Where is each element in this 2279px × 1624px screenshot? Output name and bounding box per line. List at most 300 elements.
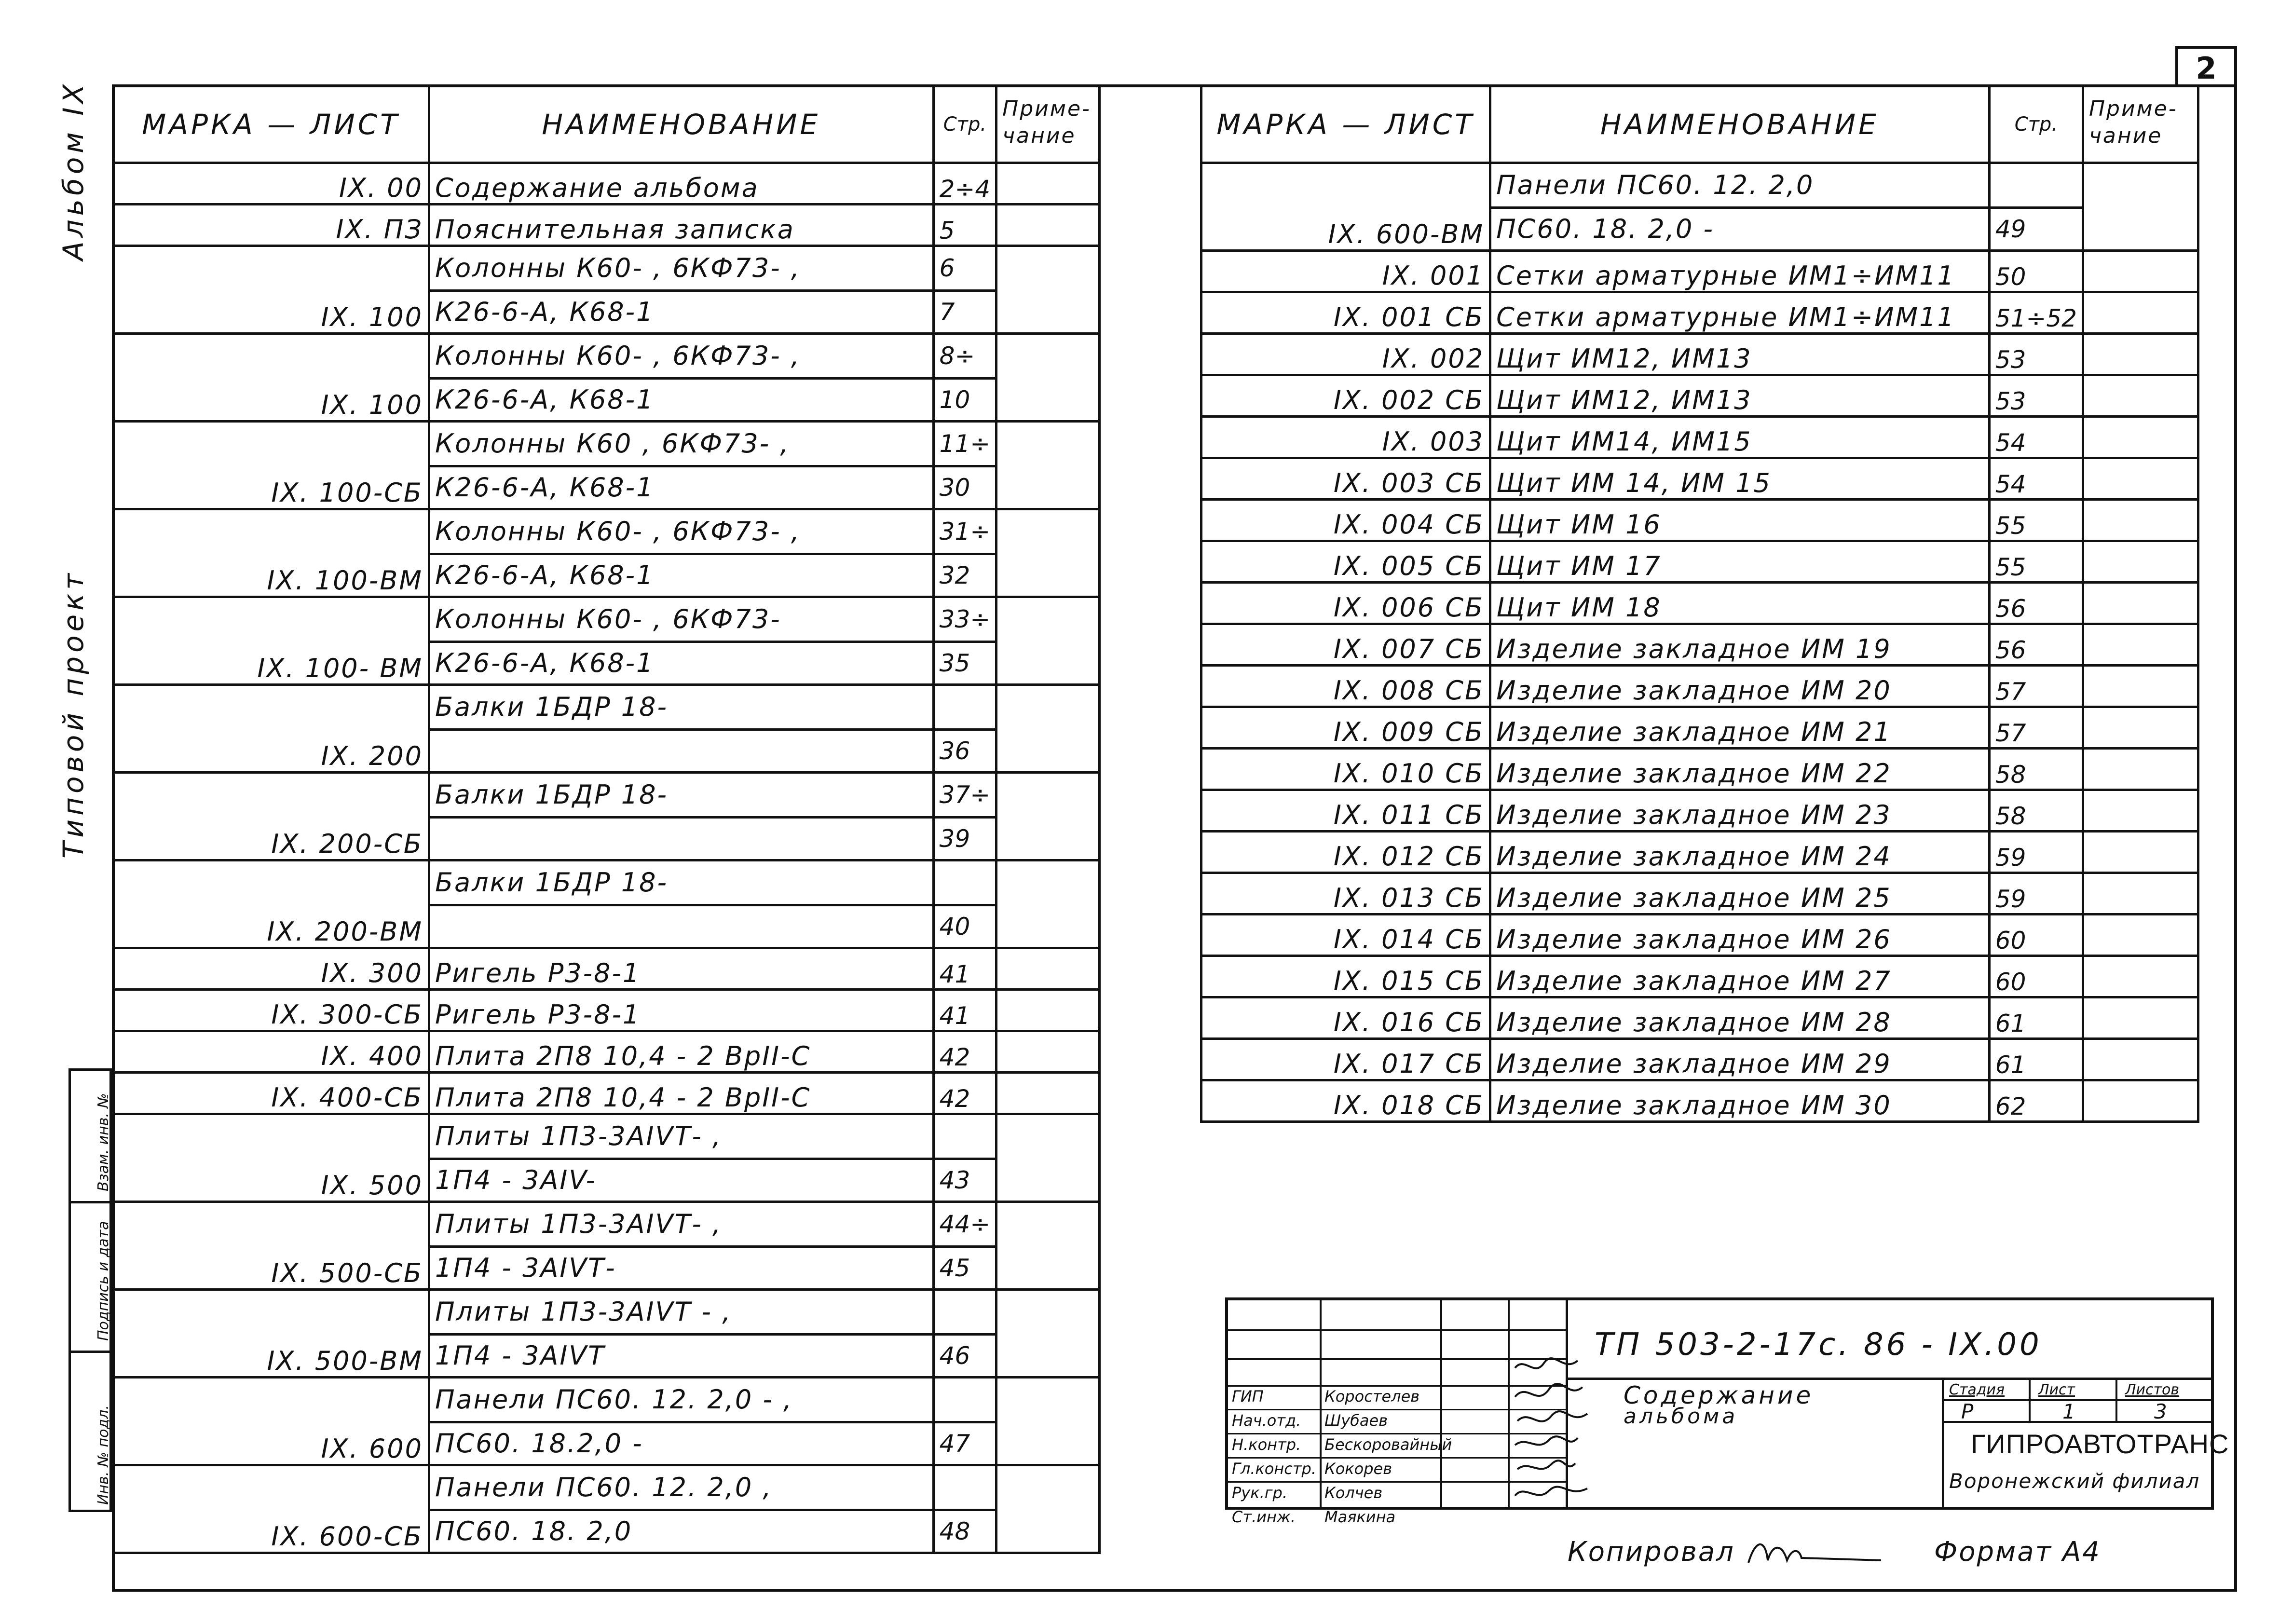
side-stamp-divider: [71, 1201, 109, 1203]
row-page: 57: [1989, 666, 2083, 707]
table-row: [113, 246, 1100, 334]
staff-role: Н.контр.: [1232, 1435, 1301, 1454]
table-row: [1201, 583, 2198, 624]
row-name-line2: 1П4 - 3АIVТ-: [430, 1245, 932, 1288]
row-name-line1: Балки 1БДР 18-: [435, 867, 668, 898]
row-page: 60: [1989, 956, 2083, 997]
row-note: [996, 334, 1100, 422]
row-page: 5: [933, 205, 996, 246]
row-name-line1: Плиты 1П3-3АIVТ- ,: [435, 1121, 723, 1151]
table-header: [1201, 86, 2198, 163]
row-note: [996, 1290, 1100, 1378]
row-note: [2083, 1080, 2198, 1122]
row-code: IX. 013 СБ: [1201, 873, 1490, 914]
row-page-line2: 7: [935, 289, 996, 332]
table-row: [113, 422, 1100, 509]
row-name: [429, 1465, 933, 1553]
copier-signature: [1746, 1534, 1886, 1572]
row-name: Пояснительная записка: [429, 205, 933, 246]
row-name: [429, 1290, 933, 1378]
row-code: IX. 014 СБ: [1201, 914, 1490, 956]
row-note: [2083, 458, 2198, 500]
table-row: [1201, 1080, 2198, 1122]
row-name: Щит ИМ12, ИМ13: [1490, 375, 1990, 417]
row-page-line2: 32: [935, 553, 996, 596]
side-stamp: [68, 1068, 112, 1512]
table-row: [113, 163, 1100, 205]
row-name-line2: ПС60. 18. 2,0: [430, 1509, 932, 1552]
table-row: [113, 1073, 1100, 1114]
format-label: Формат А4: [1934, 1536, 2101, 1568]
row-note: [996, 1378, 1100, 1465]
row-name: Щит ИМ 18: [1490, 583, 1990, 624]
row-note: [2083, 292, 2198, 334]
row-name: Изделие закладное ИМ 26: [1490, 914, 1990, 956]
row-name: Плита 2П8 10,4 - 2 ВрII-С: [429, 1031, 933, 1073]
row-page-line1: 44÷: [939, 1210, 991, 1238]
row-page: [1989, 163, 2083, 251]
row-name: Щит ИМ12, ИМ13: [1490, 334, 1990, 375]
row-code: IX. 600-СБ: [113, 1465, 429, 1553]
row-code: IX. 200-ВМ: [113, 860, 429, 948]
row-name: Изделие закладное ИМ 20: [1490, 666, 1990, 707]
row-code: IX. 200: [113, 685, 429, 773]
row-note: [996, 1031, 1100, 1073]
row-page: 42: [933, 1031, 996, 1073]
table-row: [113, 205, 1100, 246]
row-code: IX. 100-ВМ: [113, 509, 429, 597]
row-page: 50: [1989, 251, 2083, 292]
staff-name: Коростелев: [1324, 1387, 1420, 1406]
row-name-line1: Панели ПС60. 12. 2,0: [1496, 170, 1815, 200]
row-name-line1: Колонны К60- , 6КФ73- ,: [435, 253, 801, 283]
document-title-line1: Содержание: [1624, 1381, 1814, 1409]
row-code: IX. 009 СБ: [1201, 707, 1490, 749]
row-page: 58: [1989, 749, 2083, 790]
row-name-line2: [430, 904, 932, 947]
row-code: IX. 00: [113, 163, 429, 205]
row-name-line1: Плиты 1П3-3АIVТ- ,: [435, 1209, 723, 1239]
row-page: 60: [1989, 914, 2083, 956]
row-note: [2083, 914, 2198, 956]
row-name-line1: Колонны К60 , 6КФ73- ,: [435, 428, 790, 459]
row-name-line1: Панели ПС60. 12. 2,0 ,: [435, 1472, 773, 1502]
row-code: IX. 016 СБ: [1201, 997, 1490, 1039]
row-name-line2: [430, 816, 932, 859]
row-name-line2: К26-6-А, К68-1: [430, 553, 932, 596]
row-page: 56: [1989, 583, 2083, 624]
row-code: IX. 017 СБ: [1201, 1039, 1490, 1080]
staff-role: Ст.инж.: [1232, 1508, 1296, 1526]
row-note: [996, 990, 1100, 1031]
row-page-line2: 46: [935, 1333, 996, 1376]
row-page: 41: [933, 990, 996, 1031]
row-name: Изделие закладное ИМ 27: [1490, 956, 1990, 997]
sheets-value: 3: [2154, 1400, 2167, 1423]
row-code: IX. 002 СБ: [1201, 375, 1490, 417]
row-note: [996, 509, 1100, 597]
row-name-line2: К26-6-А, К68-1: [430, 377, 932, 420]
row-code: IX. 100: [113, 334, 429, 422]
table-row: [113, 948, 1100, 990]
row-page-line2: 36: [935, 728, 996, 771]
row-page: [933, 509, 996, 597]
row-note: [2083, 666, 2198, 707]
table-header: [113, 86, 1100, 163]
row-note: [2083, 832, 2198, 873]
row-code: IX. 600: [113, 1378, 429, 1465]
row-note: [996, 685, 1100, 773]
row-name: Изделие закладное ИМ 29: [1490, 1039, 1990, 1080]
row-name: Плита 2П8 10,4 - 2 ВрII-С: [429, 1073, 933, 1114]
row-page-line2: 49: [1991, 206, 2082, 249]
row-page: 53: [1989, 375, 2083, 417]
row-page: [933, 1378, 996, 1465]
sheet-label: Лист: [2038, 1381, 2075, 1398]
row-page: 61: [1989, 997, 2083, 1039]
row-name: Щит ИМ 17: [1490, 541, 1990, 583]
row-code: IX. 001: [1201, 251, 1490, 292]
row-note: [996, 1114, 1100, 1202]
row-note: [2083, 1039, 2198, 1080]
row-name-line2: 1П4 - 3АIV-: [430, 1158, 932, 1201]
row-name-line1: Балки 1БДР 18-: [435, 692, 668, 722]
table-row: [113, 1378, 1100, 1465]
row-note: [2083, 997, 2198, 1039]
row-name-line2: 1П4 - 3АIVТ: [430, 1333, 932, 1376]
row-code: IX. 010 СБ: [1201, 749, 1490, 790]
table-row: [1201, 666, 2198, 707]
side-stamp-divider: [71, 1351, 109, 1353]
row-note: [2083, 873, 2198, 914]
header-name: НАИМЕНОВАНИЕ: [429, 86, 933, 163]
row-name: [429, 1114, 933, 1202]
row-name: [429, 334, 933, 422]
row-note: [996, 773, 1100, 860]
stage-value: Р: [1961, 1400, 1974, 1423]
header-name: НАИМЕНОВАНИЕ: [1490, 86, 1990, 163]
contents-table-left: [112, 84, 1101, 1554]
table-row: [1201, 707, 2198, 749]
row-page-line1: [940, 1115, 991, 1158]
organization-branch: Воронежский филиал: [1949, 1469, 2200, 1493]
row-page: 51÷52: [1989, 292, 2083, 334]
row-note: [996, 1073, 1100, 1114]
staff-name: Колчев: [1324, 1484, 1383, 1502]
row-note: [2083, 375, 2198, 417]
row-code: IX. 002: [1201, 334, 1490, 375]
row-page: [933, 1202, 996, 1290]
row-page-line2: 45: [935, 1245, 996, 1288]
row-note: [2083, 163, 2198, 251]
row-name: Изделие закладное ИМ 19: [1490, 624, 1990, 666]
row-note: [2083, 334, 2198, 375]
row-name: Изделие закладное ИМ 25: [1490, 873, 1990, 914]
row-name: [429, 597, 933, 685]
row-code: IX. 200-СБ: [113, 773, 429, 860]
row-note: [996, 246, 1100, 334]
row-name: [429, 509, 933, 597]
row-page-line2: 47: [935, 1421, 996, 1464]
row-note: [2083, 251, 2198, 292]
row-name: Изделие закладное ИМ 21: [1490, 707, 1990, 749]
row-page: 59: [1989, 832, 2083, 873]
row-page-line1: [940, 1291, 991, 1333]
table-row: [113, 509, 1100, 597]
row-code: IX. 003: [1201, 417, 1490, 458]
row-name: Ригель Р3-8-1: [429, 990, 933, 1031]
table-row: [1201, 873, 2198, 914]
row-name: [429, 860, 933, 948]
table-row: [1201, 500, 2198, 541]
row-name-line2: ПС60. 18.2,0 -: [430, 1421, 932, 1464]
row-page: [933, 685, 996, 773]
row-page-line1: [940, 1466, 991, 1509]
row-note: [2083, 500, 2198, 541]
row-page-line1: [940, 1378, 991, 1421]
row-page: [933, 246, 996, 334]
row-page-line2: 10: [935, 377, 996, 420]
row-name: [1490, 163, 1990, 251]
table-row: [1201, 375, 2198, 417]
table-row: [113, 597, 1100, 685]
staff-role: Гл.констр.: [1232, 1460, 1316, 1478]
row-code: IX. 100- ВМ: [113, 597, 429, 685]
table-row: [1201, 790, 2198, 832]
row-code: IX. 011 СБ: [1201, 790, 1490, 832]
row-note: [996, 597, 1100, 685]
table-row: [1201, 749, 2198, 790]
row-note: [2083, 707, 2198, 749]
row-page: [933, 1114, 996, 1202]
table-row: [1201, 163, 2198, 251]
row-code: IX. 400-СБ: [113, 1073, 429, 1114]
row-name-line2: ПС60. 18. 2,0 -: [1491, 206, 1988, 249]
header-mark: МАРКА — ЛИСТ: [113, 86, 429, 163]
row-name: Содержание альбома: [429, 163, 933, 205]
row-page-line1: 11÷: [939, 430, 991, 458]
row-note: [996, 422, 1100, 509]
organization-name: ГИПРОАВТОТРАНС: [1971, 1429, 2229, 1459]
row-name: Щит ИМ 16: [1490, 500, 1990, 541]
row-name-line2: К26-6-А, К68-1: [430, 289, 932, 332]
row-code: IX. 003 СБ: [1201, 458, 1490, 500]
row-name-line1: Колонны К60- , 6КФ73- ,: [435, 516, 801, 546]
header-page: Стр.: [1989, 86, 2083, 163]
row-code: IX. 500: [113, 1114, 429, 1202]
row-page-line1: 8÷: [939, 342, 975, 370]
staff-name: Кокорев: [1324, 1460, 1392, 1478]
table-row: [113, 773, 1100, 860]
row-page: [933, 597, 996, 685]
album-label: Альбом IX: [57, 80, 90, 260]
table-row: [1201, 997, 2198, 1039]
row-page: [933, 773, 996, 860]
table-row: [113, 1465, 1100, 1553]
row-name: [429, 246, 933, 334]
row-code: IX. 300: [113, 948, 429, 990]
row-page-line1: [1995, 164, 2077, 206]
row-name: [429, 1202, 933, 1290]
table-row: [1201, 417, 2198, 458]
table-row: [1201, 914, 2198, 956]
title-block: [1225, 1297, 2229, 1526]
side-stamp-label: Взам. инв. №: [95, 1093, 112, 1191]
row-page: 59: [1989, 873, 2083, 914]
row-name: Изделие закладное ИМ 22: [1490, 749, 1990, 790]
document-title-line2: альбома: [1624, 1404, 1738, 1429]
row-note: [2083, 417, 2198, 458]
row-page-line2: 39: [935, 816, 996, 859]
row-name-line2: К26-6-А, К68-1: [430, 641, 932, 683]
table-row: [1201, 458, 2198, 500]
row-page: 53: [1989, 334, 2083, 375]
sheets-label: Листов: [2125, 1381, 2180, 1398]
row-name: Изделие закладное ИМ 30: [1490, 1080, 1990, 1122]
row-page-line1: [940, 686, 991, 728]
row-name-line1: Панели ПС60. 12. 2,0 - ,: [435, 1384, 793, 1415]
row-note: [996, 948, 1100, 990]
designation: ТП 503-2-17с. 86 - IX.00: [1595, 1327, 2042, 1363]
table-row: [1201, 292, 2198, 334]
table-row: [113, 1031, 1100, 1073]
row-name-line1: Колонны К60- , 6КФ73-: [435, 604, 781, 634]
row-code: IX. ПЗ: [113, 205, 429, 246]
table-row: [1201, 334, 2198, 375]
table-row: [113, 685, 1100, 773]
row-name-line1: Балки 1БДР 18-: [435, 779, 668, 810]
table-row: [1201, 541, 2198, 583]
row-page: [933, 1290, 996, 1378]
table-row: [113, 990, 1100, 1031]
row-page-line2: 35: [935, 641, 996, 683]
page-number: 2: [2175, 46, 2237, 87]
row-code: IX. 100-СБ: [113, 422, 429, 509]
contents-body-left: [113, 163, 1100, 1553]
row-note: [996, 1202, 1100, 1290]
row-page: 55: [1989, 500, 2083, 541]
row-note: [996, 205, 1100, 246]
header-mark: МАРКА — ЛИСТ: [1201, 86, 1490, 163]
row-note: [2083, 541, 2198, 583]
row-name: [429, 773, 933, 860]
table-row: [1201, 251, 2198, 292]
header-note: Приме- чание: [996, 86, 1100, 163]
row-page-line1: 33÷: [939, 605, 991, 633]
sheet-value: 1: [2062, 1400, 2075, 1423]
row-page: [933, 860, 996, 948]
row-code: IX. 004 СБ: [1201, 500, 1490, 541]
row-note: [2083, 749, 2198, 790]
row-code: IX. 018 СБ: [1201, 1080, 1490, 1122]
row-page: 56: [1989, 624, 2083, 666]
row-page: [933, 334, 996, 422]
row-note: [996, 860, 1100, 948]
table-row: [1201, 1039, 2198, 1080]
row-name: Ригель Р3-8-1: [429, 948, 933, 990]
row-code: IX. 400: [113, 1031, 429, 1073]
row-code: IX. 100: [113, 246, 429, 334]
row-note: [2083, 790, 2198, 832]
row-page: 57: [1989, 707, 2083, 749]
row-page: 2÷4: [933, 163, 996, 205]
staff-role: ГИП: [1232, 1387, 1264, 1406]
staff-name: Маякина: [1324, 1508, 1396, 1526]
row-page-line2: 40: [935, 904, 996, 947]
row-code: IX. 008 СБ: [1201, 666, 1490, 707]
row-name: Сетки арматурные ИМ1÷ИМ11: [1490, 292, 1990, 334]
row-name: Сетки арматурные ИМ1÷ИМ11: [1490, 251, 1990, 292]
table-row: [113, 860, 1100, 948]
table-row: [1201, 956, 2198, 997]
row-code: IX. 012 СБ: [1201, 832, 1490, 873]
row-name: [429, 422, 933, 509]
row-page: 54: [1989, 417, 2083, 458]
row-name: [429, 1378, 933, 1465]
row-code: IX. 600-ВМ: [1201, 163, 1490, 251]
row-page-line1: [940, 861, 991, 904]
row-code: IX. 007 СБ: [1201, 624, 1490, 666]
table-row: [113, 334, 1100, 422]
row-name: Изделие закладное ИМ 28: [1490, 997, 1990, 1039]
row-name: [429, 685, 933, 773]
row-code: IX. 015 СБ: [1201, 956, 1490, 997]
row-code: IX. 500-ВМ: [113, 1290, 429, 1378]
row-name: Изделие закладное ИМ 23: [1490, 790, 1990, 832]
row-page: 55: [1989, 541, 2083, 583]
row-page-line2: 43: [935, 1158, 996, 1201]
stage-label: Стадия: [1949, 1381, 2005, 1398]
contents-table-right: [1200, 84, 2199, 1123]
row-name: Щит ИМ14, ИМ15: [1490, 417, 1990, 458]
row-note: [2083, 624, 2198, 666]
row-code: IX. 006 СБ: [1201, 583, 1490, 624]
header-note: Приме- чание: [2083, 86, 2198, 163]
copied-by-label: Копировал: [1568, 1536, 1735, 1568]
row-page: 62: [1989, 1080, 2083, 1122]
row-page: 41: [933, 948, 996, 990]
table-row: [113, 1114, 1100, 1202]
row-page-line2: 48: [935, 1509, 996, 1552]
staff-name: Бескоровайный: [1324, 1435, 1452, 1454]
row-note: [2083, 583, 2198, 624]
row-code: IX. 500-СБ: [113, 1202, 429, 1290]
row-note: [996, 1465, 1100, 1553]
side-stamp-label: Подпись и дата: [95, 1221, 112, 1341]
row-code: IX. 005 СБ: [1201, 541, 1490, 583]
row-page: [933, 1465, 996, 1553]
side-stamp-label: Инв. № подл.: [95, 1405, 112, 1505]
staff-role: Рук.гр.: [1232, 1484, 1288, 1502]
row-name-line2: К26-6-А, К68-1: [430, 465, 932, 508]
row-name: Щит ИМ 14, ИМ 15: [1490, 458, 1990, 500]
row-note: [2083, 956, 2198, 997]
signatures: [1510, 1353, 1592, 1513]
row-code: IX. 300-СБ: [113, 990, 429, 1031]
table-row: [113, 1202, 1100, 1290]
row-page-line1: 6: [939, 254, 955, 282]
row-page: 54: [1989, 458, 2083, 500]
table-row: [113, 1290, 1100, 1378]
row-code: IX. 001 СБ: [1201, 292, 1490, 334]
row-page: 58: [1989, 790, 2083, 832]
row-page: 42: [933, 1073, 996, 1114]
row-note: [996, 163, 1100, 205]
row-page-line2: 30: [935, 465, 996, 508]
row-page: [933, 422, 996, 509]
row-page-line1: 37÷: [939, 781, 991, 809]
header-page: Стр.: [933, 86, 996, 163]
